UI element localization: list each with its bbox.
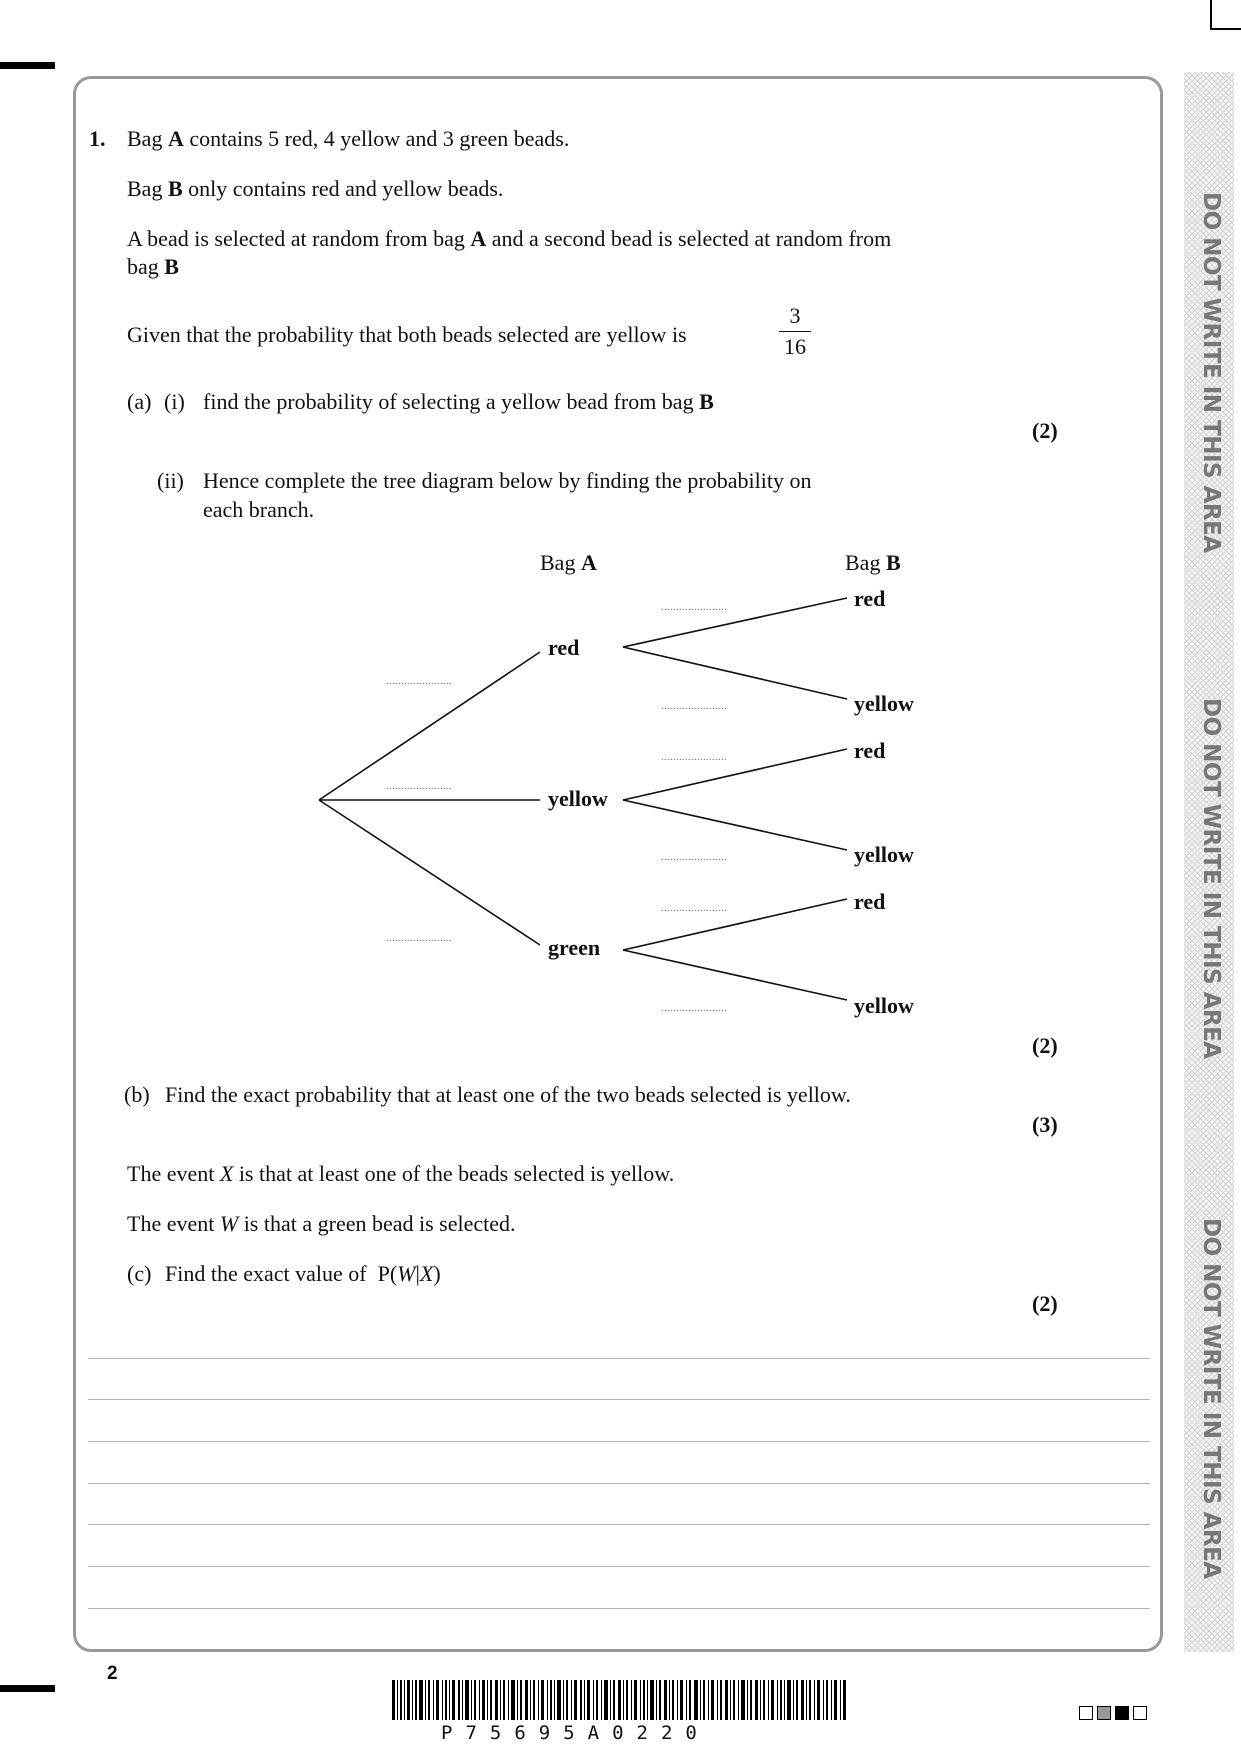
event-x-prefix: The event [127,1161,220,1186]
part-c-expr-x: X [419,1261,434,1286]
blank-green-red[interactable]: ...................... [661,903,727,914]
part-b-text: Find the exact probability that at least one of the two beads selected is yellow. [165,1082,851,1107]
part-a-i-letter: B [699,389,714,414]
answer-line[interactable] [88,1441,1150,1442]
part-a-i-label: (i) [164,389,185,414]
branch-yellow-yellow [623,800,847,850]
part-c-marks: (2) [1032,1291,1058,1316]
tree-heading-bag-a-prefix: Bag [540,550,581,575]
blank-yellow-red[interactable]: ...................... [661,752,727,763]
part-c-text [165,1260,441,1288]
tree-node-b-red-3: red [854,889,886,914]
answer-line[interactable] [88,1483,1150,1484]
blank-root-red[interactable]: ...................... [386,676,452,687]
blank-green-yellow[interactable]: ...................... [661,1003,727,1014]
colour-box-white-2 [1133,1706,1147,1720]
event-x-rest: is that at least one of the beads selected is yellow. [233,1161,675,1186]
part-c-expr-w: W [397,1261,416,1286]
answer-line[interactable] [88,1566,1150,1567]
tree-node-b-yellow-2: yellow [854,842,914,867]
page-number: 2 [107,1663,118,1684]
branch-root-green [319,800,540,945]
colour-box-white [1079,1706,1093,1720]
branch-root-red [319,652,540,800]
barcode [392,1680,846,1720]
given-denominator: 16 [784,334,806,359]
barcode-text: P75695A0220 [441,1722,710,1744]
bag-b-rest: only contains red and yellow beads. [182,176,504,201]
tree-heading-bag-a-letter: A [580,550,597,575]
blank-red-red[interactable]: ...................... [661,602,727,613]
selection-line1-a: A bead is selected at random from bag [127,226,471,251]
event-x-sentence [127,1160,674,1188]
branch-green-red [623,899,847,950]
branch-green-yellow [623,950,847,1000]
event-x-var: X [219,1161,234,1186]
colour-box-grey [1097,1706,1111,1720]
branch-red-yellow [623,647,847,699]
answer-line[interactable] [88,1358,1150,1359]
tree-heading-bag-b-letter: B [885,550,901,575]
event-w-prefix: The event [127,1211,220,1236]
answer-line[interactable] [88,1524,1150,1525]
blank-yellow-yellow[interactable]: ...................... [661,852,727,863]
part-c-expr-close: ) [433,1261,441,1286]
event-w-var: W [219,1211,239,1236]
bag-a-prefix: Bag [127,126,168,151]
part-c-body: Find the exact value of [165,1261,367,1286]
margin-warning-text-2: DO NOT WRITE IN THIS AREA [1198,698,1224,1059]
bag-a-letter: A [167,126,184,151]
tree-node-a-green: green [548,935,601,960]
part-a-label: (a) [127,389,152,414]
part-a-ii-line1: Hence complete the tree diagram below by finding the probability on [203,468,812,493]
blank-red-yellow[interactable]: ...................... [661,701,727,712]
selection-line1-letter: A [470,226,487,251]
given-sentence: Given that the probability that both beads selected are yellow is [127,322,687,347]
part-b-marks: (3) [1032,1112,1058,1137]
bag-b-letter: B [167,176,183,201]
question-number: 1. [89,126,106,151]
blank-root-green[interactable]: ...................... [386,933,452,944]
part-a-ii-line2: each branch. [203,497,315,522]
selection-line1-b: and a second bead is selected at random from [486,226,892,251]
colour-check-boxes [1079,1706,1151,1720]
colour-box-black [1115,1706,1129,1720]
tree-heading-bag-b-prefix: Bag [845,550,886,575]
given-numerator: 3 [789,303,801,328]
margin-warning-text-3: DO NOT WRITE IN THIS AREA [1198,1218,1224,1579]
tree-node-a-yellow: yellow [548,786,608,811]
tree-node-b-red-1: red [854,586,886,611]
branch-yellow-red [623,749,847,800]
part-c-expr-bar: | [415,1261,420,1286]
part-a-ii-label: (ii) [157,468,184,493]
part-a-i-body: find the probability of selecting a yellow bead from bag [203,389,700,414]
part-b-label: (b) [124,1082,150,1107]
part-c-label: (c) [127,1261,152,1286]
branch-red-red [623,598,847,647]
margin-warning-text-1: DO NOT WRITE IN THIS AREA [1198,192,1224,553]
part-a-ii-marks: (2) [1032,1033,1058,1058]
event-w-sentence [127,1210,516,1238]
selection-line2-letter: B [164,254,179,279]
answer-line[interactable] [88,1608,1150,1609]
part-c-expr-p: P( [377,1261,398,1286]
bag-a-rest: contains 5 red, 4 yellow and 3 green beads. [183,126,570,151]
event-w-rest: is that a green bead is selected. [238,1211,516,1236]
blank-root-yellow[interactable]: ...................... [386,781,452,792]
tree-node-a-red: red [548,635,580,660]
tree-node-b-yellow-3: yellow [854,993,914,1018]
selection-line2-a: bag [127,254,165,279]
answer-line[interactable] [88,1399,1150,1400]
bag-b-prefix: Bag [127,176,168,201]
tree-node-b-yellow-1: yellow [854,691,914,716]
part-a-i-marks: (2) [1032,418,1058,443]
tree-node-b-red-2: red [854,738,886,763]
